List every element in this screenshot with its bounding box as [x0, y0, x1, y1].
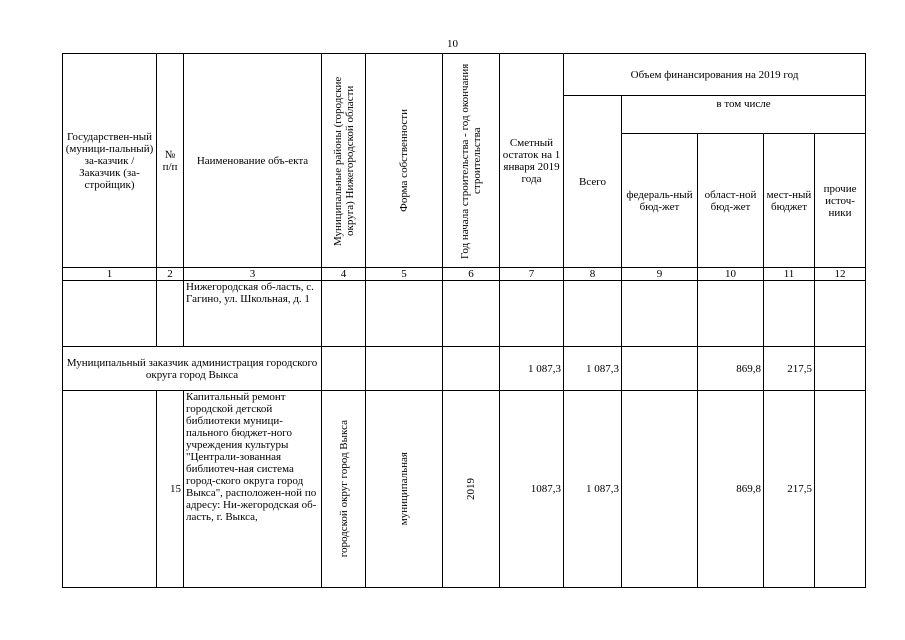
- column-number: 5: [366, 268, 443, 281]
- column-number: 1: [63, 268, 157, 281]
- column-number: 2: [157, 268, 184, 281]
- item-total: 1 087,3: [564, 391, 622, 588]
- group-total: 1 087,3: [564, 347, 622, 391]
- header-row-number: № п/п: [157, 54, 184, 268]
- header-total: Всего: [564, 96, 622, 268]
- header-districts: Муниципальные районы (городские округа) Нижегородской области: [331, 75, 356, 246]
- header-regional: област-ной бюд-жет: [698, 134, 764, 268]
- item-year: 2019: [465, 478, 477, 500]
- header-including: в том числе: [622, 96, 866, 134]
- item-district-cell: [322, 391, 366, 588]
- column-number: 3: [184, 268, 322, 281]
- object-address-continued: Нижегородская об-ласть, с. Гагино, ул. Школьная, д. 1: [184, 281, 322, 347]
- header-districts-cell: [322, 54, 366, 268]
- item-regional: 869,8: [698, 391, 764, 588]
- item-object-name: Капитальный ремонт городской детской библиотеки муници-пального бюджет-ного учреждения культуры "Централи-зованная библиотеч-ная система город-ского округа город Выкса", расположен-ной по адресу: Ни-жегородская об-ласть, г. Выкса,: [184, 391, 322, 588]
- page-number: 10: [447, 38, 458, 50]
- column-number: 4: [322, 268, 366, 281]
- item-ownership-cell: [366, 391, 443, 588]
- group-customer-label: Муниципальный заказчик администрация городского округа город Выкса: [63, 347, 322, 391]
- header-remaining: Сметный остаток на 1 января 2019 года: [500, 54, 564, 268]
- header-local: мест-ный бюджет: [764, 134, 815, 268]
- column-number: 12: [815, 268, 866, 281]
- group-remaining: 1 087,3: [500, 347, 564, 391]
- item-number: 15: [157, 391, 184, 588]
- header-ownership-cell: [366, 54, 443, 268]
- table-row-15: [63, 391, 866, 588]
- column-number: 8: [564, 268, 622, 281]
- column-number: 11: [764, 268, 815, 281]
- header-customer: Государствен-ный (муници-пальный) за-казчик / Заказчик (за-стройщик): [63, 54, 157, 268]
- header-object-name: Наименование объ-екта: [184, 54, 322, 268]
- item-remaining: 1087,3: [500, 391, 564, 588]
- header-years-cell: [443, 54, 500, 268]
- column-number: 7: [500, 268, 564, 281]
- column-number: 10: [698, 268, 764, 281]
- header-other: прочие источ-ники: [815, 134, 866, 268]
- column-number-row: [63, 268, 866, 281]
- item-local: 217,5: [764, 391, 815, 588]
- item-district: городской округ город Выкса: [337, 420, 350, 558]
- group-local: 217,5: [764, 347, 815, 391]
- table-row-continued: [63, 281, 866, 347]
- funding-table: [62, 53, 866, 588]
- header-funding: Объем финансирования на 2019 год: [564, 54, 866, 96]
- header-years: Год начала строительства - год окончания строительства: [459, 62, 483, 259]
- item-year-cell: [443, 391, 500, 588]
- column-number: 9: [622, 268, 698, 281]
- header-ownership: Форма собственности: [398, 109, 410, 212]
- table-row-group: [63, 347, 866, 391]
- column-number: 6: [443, 268, 500, 281]
- header-federal: федераль-ный бюд-жет: [622, 134, 698, 268]
- item-ownership: муниципальная: [398, 452, 410, 526]
- group-regional: 869,8: [698, 347, 764, 391]
